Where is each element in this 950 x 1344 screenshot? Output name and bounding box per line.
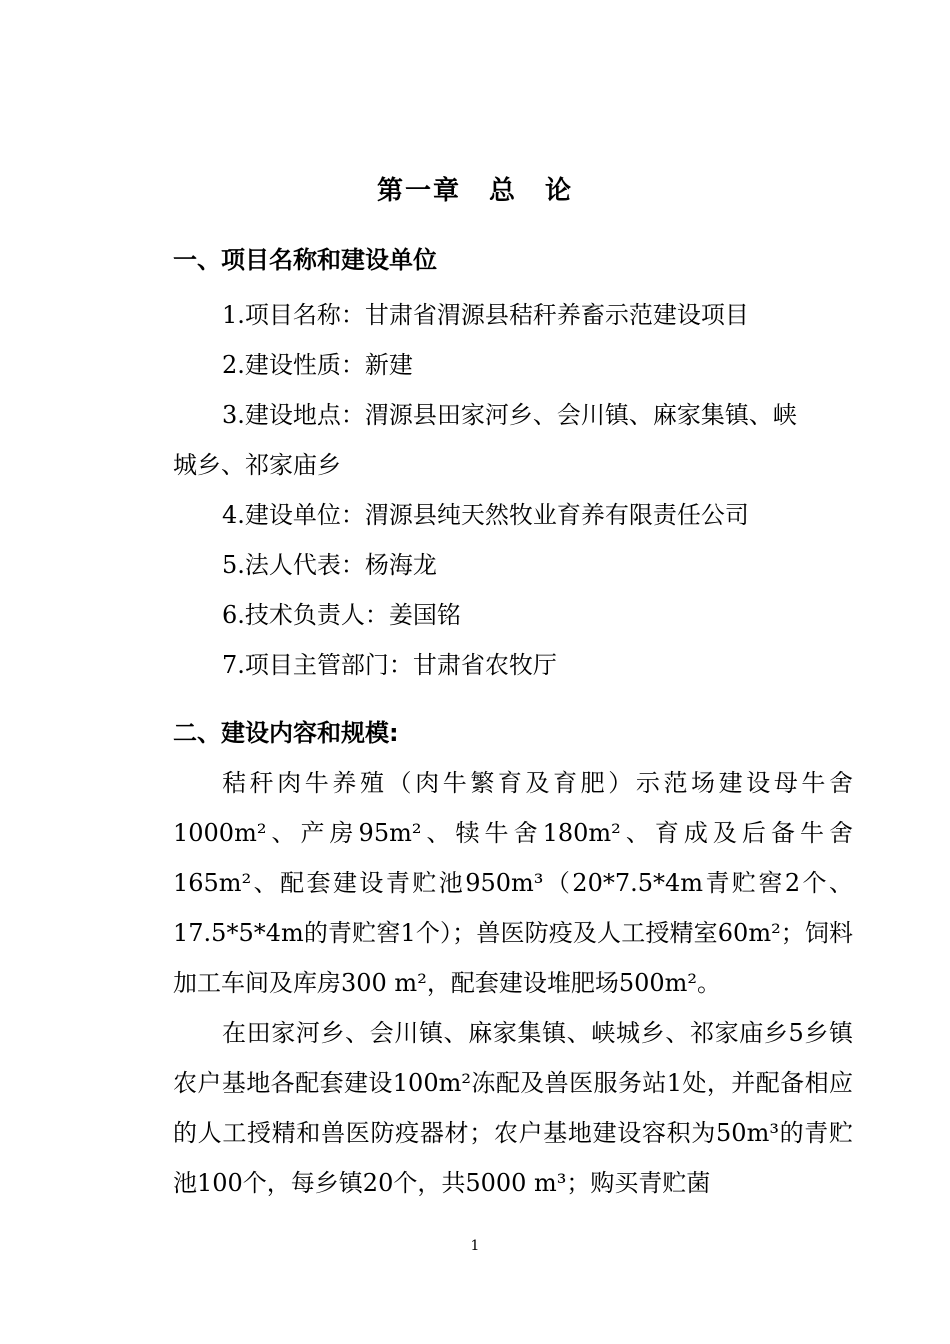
paragraph-2: 在田家河乡、会川镇、麻家集镇、峡城乡、祁家庙乡5乡镇农户基地各配套建设100m²冻配及兽医服务站1处，并配备相应的人工授精和兽医防疫器材；农户基地建设容积为50m³的青贮池100个，每乡镇20个，共5000 m³；购买青贮菌	[173, 1019, 853, 1197]
list-item: 1.项目名称：甘肃省渭源县秸秆养畜示范建设项目	[222, 301, 749, 329]
list-item: 7.项目主管部门：甘肃省农牧厅	[222, 651, 557, 679]
list-item: 2.建设性质：新建	[222, 351, 413, 379]
paragraph-1: 秸秆肉牛养殖（肉牛繁育及育肥）示范场建设母牛舍1000m²、产房95m²、犊牛舍180m²、育成及后备牛舍165m²、配套建设青贮池950m³（20*7.5*4m青贮窖2个、17.5*5*4m的青贮窖1个）；兽医防疫及人工授精室60m²；饲料加工车间及库房300 m²，配套建设堆肥场500m²。	[173, 769, 853, 997]
list-item: 5.法人代表：杨海龙	[222, 551, 437, 579]
section-heading-1: 一、项目名称和建设单位	[173, 246, 437, 274]
list-item: 6.技术负责人：姜国铭	[222, 601, 461, 629]
list-item: 3.建设地点：渭源县田家河乡、会川镇、麻家集镇、峡	[222, 401, 797, 429]
chapter-title: 第一章 总 论	[376, 176, 573, 206]
page-number: 1	[470, 1238, 480, 1254]
list-item: 4.建设单位：渭源县纯天然牧业育养有限责任公司	[222, 501, 749, 529]
section-heading-2: 二、建设内容和规模:	[173, 719, 399, 747]
list-item-continuation: 城乡、祁家庙乡	[173, 451, 341, 479]
